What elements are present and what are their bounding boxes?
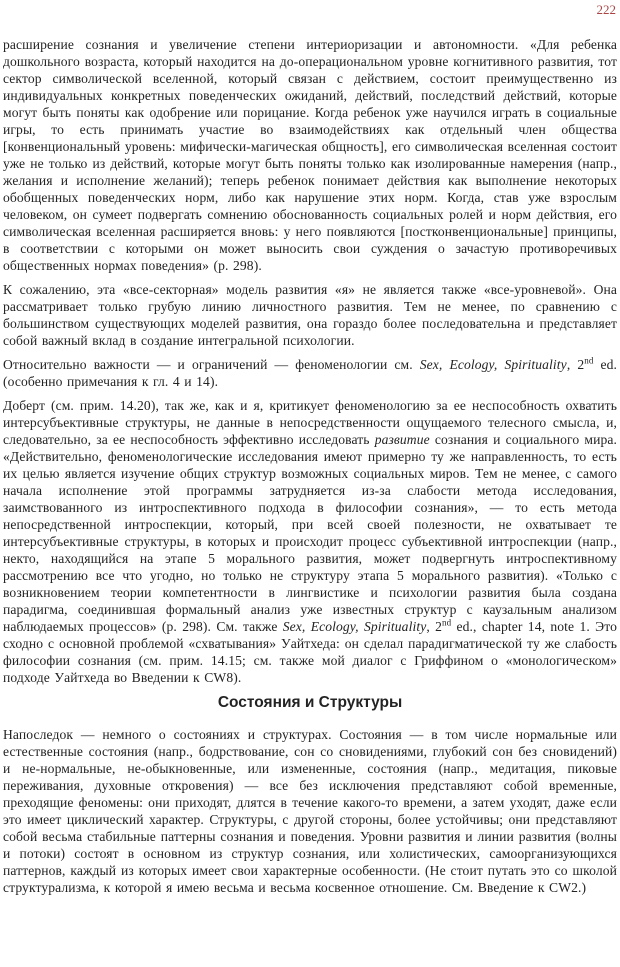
paragraph-states-and-structures: Напоследок — немного о состояниях и структурах. Состояния — в том числе нормальные или естественные состояния (напр., бодрствование, сон со сновидениями, глубокий сон без сновидений) и не-нормальные, не-обыкновенные, или измененные, состояния (напр., медитация, пиковые переживания, духовные откровения) — все без исключения представляют собой временные, преходящие феномены: они приходят, длятся в течение какого-то времени, а затем уходят, даже если это имеет циклический характер. Структуры, с другой стороны, более устойчивы; они представляют собой весьма стабильные паттерны сознания и поведения. Уровни развития и линии развития (волны и потоки) состоят в основном из структур сознания, или холистических, самоорганизующихся паттернов, каждый из которых имеет свои характерные особенности. (Не стоит путать это со школой структурализма, к которой я имею весьма и весьма косвенное отношение. См. Введение к CW2.) bbox=[3, 727, 617, 895]
paragraph-all-quadrant-model: К сожалению, эта «все-секторная» модель развития «я» не является также «все-уровневой». Она рассматривает только грубую линию личностного развития. Тем не менее, по сравнению с большинством существующих моделей развития, она гораздо более последовательна и представляет собой важный вклад в создание интегральной психологии. bbox=[3, 282, 617, 348]
page-number: 222 bbox=[596, 2, 616, 17]
paragraph-expansion-of-consciousness: расширение сознания и увеличение степени интериоризации и автономности. «Для ребенка дошкольного возраста, который находится на до-операциональном уровне когнитивного развития, тот сектор символической вселенной, который связан с действием, состоит преимущественно из индивидуальных конкретных поведенческих ожиданий, действий, последствий действий, которые могут быть поняты как одобрение или порицание. Когда ребенок уже научился играть в социальные игры, то есть принимать участие во взаимодействиях как отдельный член общества [конвенциональный уровень: мифически-магическая общность], его символическая вселенная состоит уже не только из действий, которые могут быть поняты только как изолированные намерения (напр., желания и исполнение желаний); теперь ребенок понимает действия как выполнение некоторых обобщенных поведенческих норм, либо как нарушение этих норм. Когда, став уже взрослым человеком, он сумеет подвергать сомнению обоснованность социальных ролей и норм действия, его символическая вселенная расширяется вновь: у него появляются [постконвенциональные] принципы, в соответствии с которыми он может выносить свои суждения о зачастую противоречивых общественных нормах поведения» (p. 298). bbox=[3, 37, 617, 273]
paragraph-phenomenology-reference: Относительно важности — и ограничений — феноменологии см. Sex, Ecology, Spirituality, 2nd ed. (особенно примечания к гл. 4 и 14). bbox=[3, 355, 617, 389]
section-heading: Состояния и Структуры bbox=[217, 694, 403, 711]
paragraph-dobert-critique: Доберт (см. прим. 14.20), так же, как и я, критикует феноменологию за ее неспособность охватить интерсубъективные структуры, не данные в непосредственности ощущаемого телесного смысла, и, следовательно, за ее неспособность эффективно исследовать развитие сознания и социального мира. «Действительно, феноменологические исследования имеют примерно ту же направленность, то есть их целью является изучение общих структур возможных социальных миров. Тем не менее, с самого начала исполнение этой программы затрудняется из-за слабости метода исследования, заимствованного из интроспективного подхода в философии сознания», — то есть метода непосредственной интроспекции, который, при всей своей полезности, не охватывает те интерсубъективные структуры, в которых и происходит процесс субъективной интроспекции (напр., некто, находящийся на этапе 5 морального развития, может подвергнуть интроспективному рассмотрению все что угодно, но только не структуру этапа 5 морального развития). «Только с возникновением теории компетентности в лингвистике и психологии развития была создана парадигма, соединившая формальный анализ уже известных структур с каузальным анализом наблюдаемых процессов» (p. 298). См. также Sex, Ecology, Spirituality, 2nd ed., chapter 14, note 1. Это сходно с основной проблемой «схватывания» Уайтхеда: он сделал парадигматической ту же слабость философии сознания (см. прим. 14.15; см. также мой диалог с Гриффином о «монологическом» подходе Уайтхеда во Введении к CW8). bbox=[3, 398, 618, 685]
